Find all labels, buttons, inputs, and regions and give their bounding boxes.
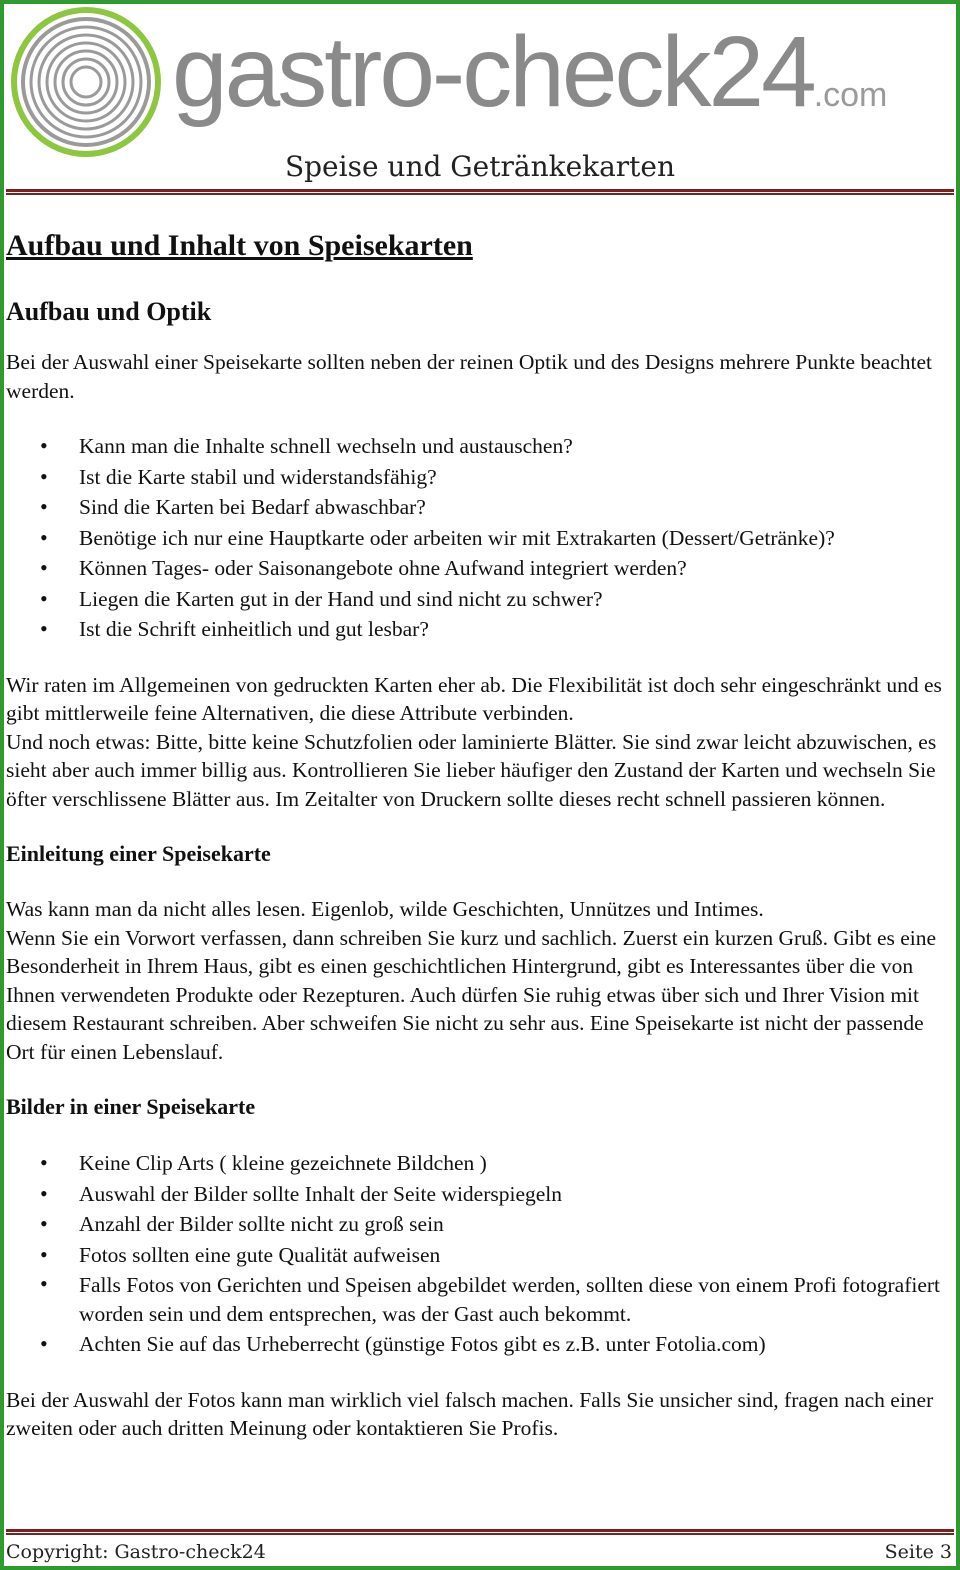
- bullet-list: [6, 431, 952, 645]
- list-item: • Keine Clip Arts ( kleine gezeichnete Bildchen ): [6, 1148, 952, 1179]
- footer-divider: [6, 1529, 954, 1535]
- paragraph: Wir raten im Allgemeinen von gedruckten Karten eher ab. Die Flexibilität ist doch sehr eingeschränkt und es gibt mittlerweile feine Alternativen, die diese Attribute verbinden.: [6, 672, 942, 725]
- section-heading: Aufbau und Optik: [6, 297, 212, 326]
- list-item: • Achten Sie auf das Urheberrecht (günstige Fotos gibt es z.B. unter Fotolia.com): [6, 1329, 952, 1360]
- paragraph: Was kann man da nicht alles lesen. Eigenlob, wilde Geschichten, Unnützes und Intimes.: [6, 897, 764, 921]
- page-number: Seite 3: [884, 1541, 952, 1563]
- list-item: • Kann man die Inhalte schnell wechseln und austauschen?: [6, 431, 952, 462]
- copyright-text: Copyright: Gastro-check24: [6, 1541, 266, 1563]
- list-item: • Ist die Karte stabil und widerstandsfähig?: [6, 462, 952, 493]
- footer: [6, 1541, 954, 1563]
- logo-text: gastro-check24: [172, 16, 814, 128]
- logo-domain: .com: [813, 76, 888, 114]
- paragraph: Wenn Sie ein Vorwort verfassen, dann schreiben Sie kurz und sachlich. Zuerst ein kurzen Gruß. Gibt es eine Besonderheit in Ihrem Haus, gibt es einen geschichtlichen Hintergrund, gibt es Interessantes über die von Ihnen verwendeten Produkte oder Rezepturen. Auch dürfen Sie ruhig etwas über sich und Ihrer Vision mit diesem Restaurant schreiben. Aber schweifen Sie nicht zu sehr aus. Eine Speisekarte ist nicht der passende Ort für einen Lebenslauf.: [6, 925, 937, 1064]
- paragraph: Bei der Auswahl einer Speisekarte sollten neben der reinen Optik und des Designs mehrere Punkte beachtet werden.: [6, 350, 933, 403]
- header-title: Speise und Getränkekarten: [284, 150, 676, 183]
- paragraph: Und noch etwas: Bitte, bitte keine Schutzfolien oder laminierte Blätter. Sie sind zwar leicht abzuwischen, es sieht aber auch immer billig aus. Kontrollieren Sie lieber häufiger den Zustand der Karten und wechseln Sie öfter verschlissene Blätter aus. Im Zeitalter von Druckern sollte dieses recht schnell passieren können.: [6, 729, 937, 811]
- logo-wordmark: [172, 2, 887, 165]
- list-item: • Falls Fotos von Gerichten und Speisen abgebildet werden, sollten diese von einem Profi fotografiert worden sein und dem entsprechen, was der Gast auch bekommt.: [6, 1270, 952, 1329]
- list-item: • Liegen die Karten gut in der Hand und sind nicht zu schwer?: [6, 584, 952, 615]
- list-item: • Benötige ich nur eine Hauptkarte oder arbeiten wir mit Extrakarten (Dessert/Getränke)?: [6, 523, 952, 554]
- list-item: • Können Tages- oder Saisonangebote ohne Aufwand integriert werden?: [6, 553, 952, 584]
- list-item: • Ist die Schrift einheitlich und gut lesbar?: [6, 614, 952, 645]
- list-item: • Auswahl der Bilder sollte Inhalt der Seite widerspiegeln: [6, 1179, 952, 1210]
- main-heading: Aufbau und Inhalt von Speisekarten: [6, 229, 473, 262]
- bullet-list: [6, 1148, 952, 1360]
- logo: [4, 4, 956, 144]
- logo-rings-icon: [10, 6, 162, 158]
- list-item: • Fotos sollten eine gute Qualität aufweisen: [6, 1240, 952, 1271]
- paragraph: Bei der Auswahl der Fotos kann man wirklich viel falsch machen. Falls Sie unsicher sind, fragen nach einer zweiten oder auch dritten Meinung oder kontaktieren Sie Profis.: [6, 1387, 934, 1440]
- document-body: [6, 224, 952, 1443]
- header-divider: [6, 189, 954, 195]
- list-item: • Anzahl der Bilder sollte nicht zu groß sein: [6, 1209, 952, 1240]
- subsection-heading: Einleitung einer Speisekarte: [6, 841, 271, 866]
- list-item: • Sind die Karten bei Bedarf abwaschbar?: [6, 492, 952, 523]
- subsection-heading: Bilder in einer Speisekarte: [6, 1094, 256, 1119]
